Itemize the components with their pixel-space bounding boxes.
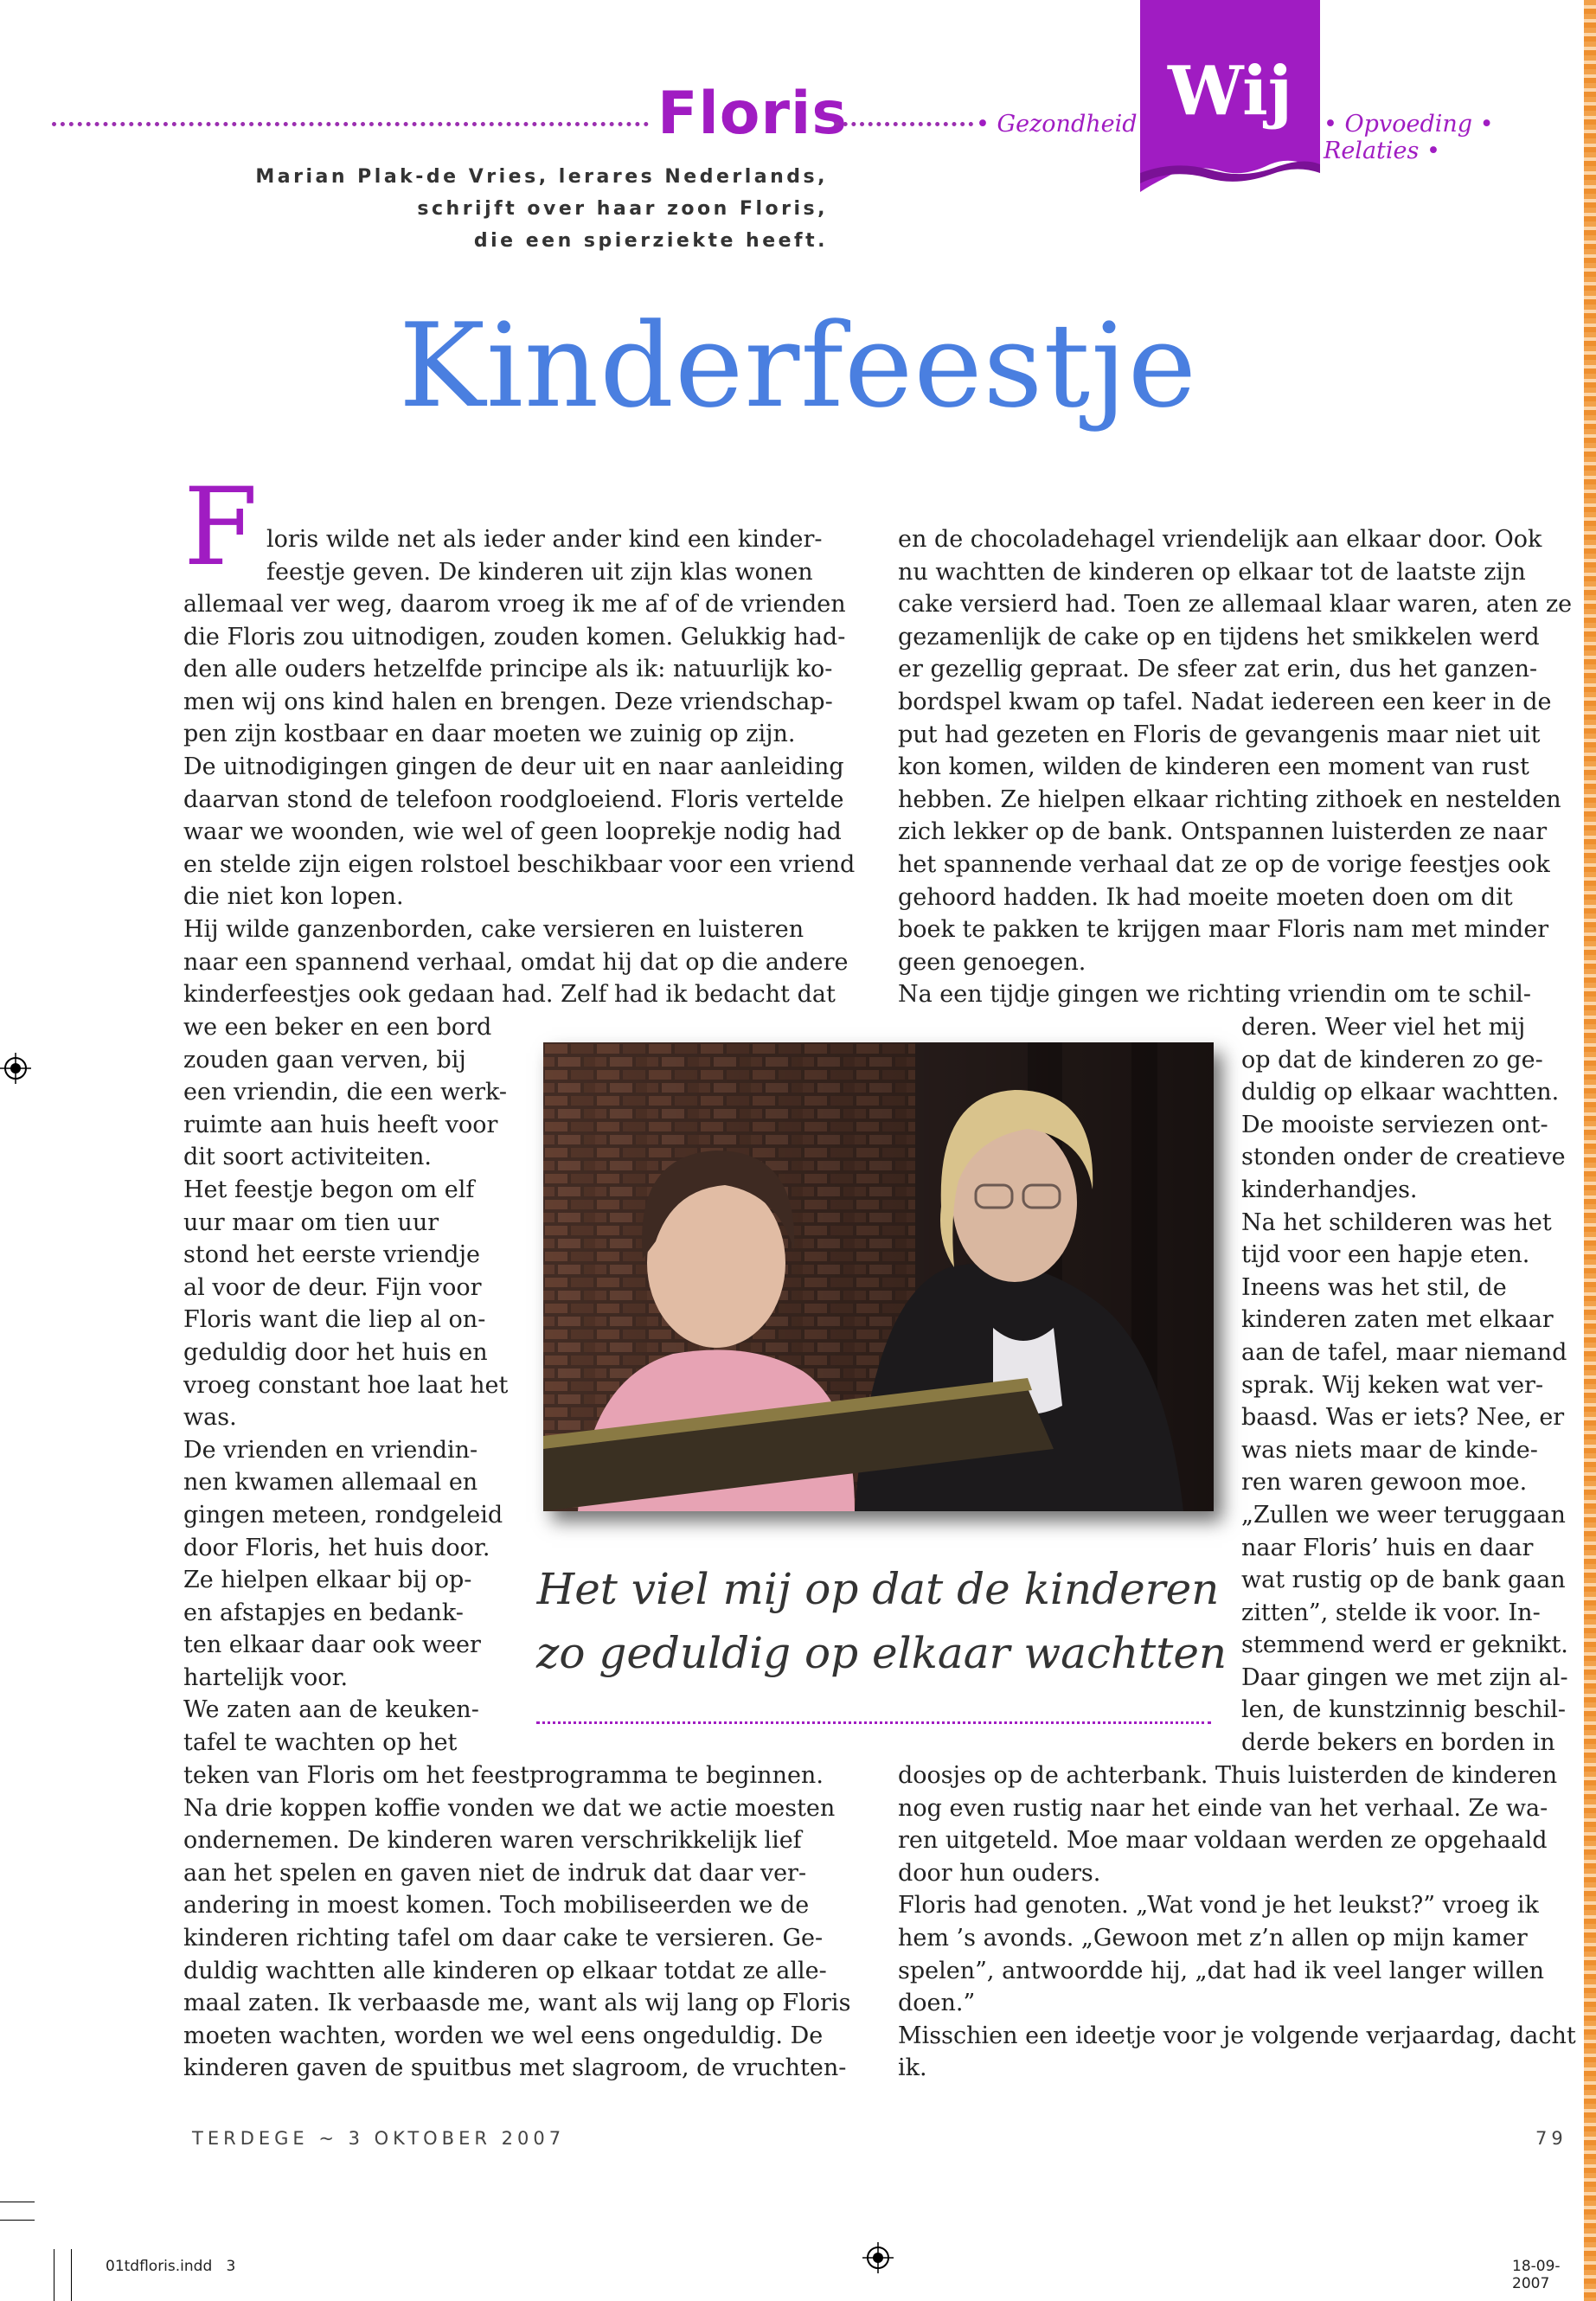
body-text-line: len, de kunstzinnig beschil- [1241,1696,1567,1724]
body-text-line: duldig op elkaar wachtten. [1241,1079,1560,1106]
crop-mark [0,2220,35,2221]
body-text-line: zitten”, stelde ik voor. In- [1241,1599,1541,1626]
body-text-line: uur maar om tien uur [183,1208,439,1236]
body-text-line: een vriendin, die een werk- [183,1079,507,1106]
bullet-icon: • [1324,111,1337,138]
body-text-line: was. [183,1404,237,1432]
body-text-line: gingen meteen, rondgeleid [183,1501,503,1529]
registration-mark-icon [0,1051,35,1086]
body-text-line: waar we woonden, wie wel of geen looprekje nodig had [183,818,842,846]
body-text-line: zouden gaan verven, bij [183,1046,466,1074]
category-label-opvoeding: Opvoeding [1344,111,1473,138]
column2-top-lines [898,523,1572,1011]
column2-narrow-lines [1241,1011,1568,1759]
body-text-line: Na het schilderen was het [1241,1208,1552,1236]
body-text-line: maal zaten. Ik verbaasde me, want als wij lang op Floris [183,1990,851,2017]
slug-filename: 01tdfloris.indd 3 [106,2258,236,2275]
body-text-line: We zaten aan de keuken- [183,1696,479,1724]
photo-illustration [543,1042,1214,1511]
column2-bottom-lines [898,1759,1576,2085]
byline-line: schrijft over haar zoon Floris, [417,198,828,220]
body-text-line: baasd. Was er iets? Nee, er [1241,1404,1565,1432]
body-text-line: Ineens was het stil, de [1241,1273,1507,1301]
body-text-line: De mooiste serviezen ont- [1241,1111,1548,1138]
body-text-line: en stelde zijn eigen rolstoel beschikbaar voor een vriend [183,850,856,878]
body-text-line: stonden onder de creatieve [1241,1144,1566,1171]
body-text-line: Na drie koppen koffie vonden we dat we actie moesten [183,1794,836,1822]
category-label-relaties: Relaties [1324,138,1420,164]
body-text-line: loris wilde net als ieder ander kind een kinder- [266,526,823,553]
body-text-line: nen kwamen allemaal en [183,1469,478,1497]
body-text-line: cake versierd had. Toen ze allemaal klaar waren, aten ze [898,591,1573,619]
body-text-line: tafel te wachten op het [183,1729,458,1757]
body-text-line: nu wachtten de kinderen op elkaar tot de laatste zijn [898,558,1526,586]
body-text-line: geen genoegen. [898,948,1086,976]
body-text-line: naar een spannend verhaal, omdat hij dat op die andere [183,948,849,976]
body-text-line: put had gezeten en Floris de gevangenis maar niet uit [898,721,1541,748]
pull-quote-line: zo geduldig op elkaar wachtten [536,1628,1227,1678]
body-text-line: ruimte aan huis heeft voor [183,1111,498,1138]
body-text-line: kinderfeestjes ook gedaan had. Zelf had ik bedacht dat [183,981,836,1009]
body-text-line: door hun ouders. [898,1859,1101,1887]
body-text-line: De uitnodigingen gingen de deur uit en naar aanleiding [183,753,844,780]
body-text-line: tijd voor een hapje eten. [1241,1241,1530,1269]
body-text-line: stond het eerste vriendje [183,1241,480,1269]
body-text-line: door Floris, het huis door. [183,1534,490,1561]
body-text-line: daarvan stond de telefoon roodgloeiend. Floris vertelde [183,785,844,813]
body-text-line: allemaal ver weg, daarom vroeg ik me af of de vrienden [183,591,846,618]
column-name: Floris [657,80,848,148]
body-text-line: pen zijn kostbaar en daar moeten we zuinig op zijn. [183,721,796,748]
body-text-line: doen.” [898,1990,976,2017]
body-text-line: we een beker en een bord [183,1014,492,1041]
category-label-group [1324,111,1596,164]
header-dotted-rule-left [52,122,649,126]
magazine-footer: TERDEGE ~ 3 OKTOBER 2007 [192,2128,566,2149]
body-text-line: Het feestje begon om elf [183,1176,475,1203]
body-text-line: zich lekker op de bank. Ontspannen luisterden ze naar [898,818,1548,846]
body-text-line: bordspel kwam op tafel. Nadat iedereen een keer in de [898,688,1552,715]
body-text-line: ten elkaar daar ook weer [183,1631,481,1659]
body-text-line: boek te pakken te krijgen maar Floris nam met minder [898,916,1549,944]
body-text-line: vroeg constant hoe laat het [183,1371,509,1399]
pull-quote-rule [536,1721,1211,1724]
byline-line: die een spierziekte heeft. [473,230,828,252]
body-text-line: kinderen richting tafel om daar cake te versieren. Ge- [183,1924,824,1952]
body-text-line: derde bekers en borden in [1241,1729,1555,1757]
header-dotted-rule-mid [835,122,973,126]
body-text-line: aan het spelen en gaven niet de indruk dat daar ver- [183,1859,807,1887]
body-text-line: en de chocoladehagel vriendelijk aan elkaar door. Ook [898,526,1542,553]
body-text-line: er gezellig gepraat. De sfeer zat erin, dus het ganzen- [898,656,1538,683]
body-text-line: het spannende verhaal dat ze op de vorige feestjes ook [898,850,1550,878]
column1-full-lines [183,588,855,1011]
page-number: 79 [1535,2128,1567,2149]
crop-mark [71,2249,72,2301]
body-text-line: aan de tafel, maar niemand [1241,1338,1567,1366]
bullet-icon: • [976,111,990,138]
body-text-line: De vrienden en vriendin- [183,1436,478,1464]
body-text-line: hebben. Ze hielpen elkaar richting zithoek en nestelden [898,785,1561,813]
column1-bottom-lines [183,1759,850,2085]
body-text-line: „Zullen we weer teruggaan [1241,1501,1566,1529]
body-text-line: kon komen, wilden de kinderen een moment van rust [898,753,1529,781]
pull-quote [536,1557,1227,1685]
body-text-line: den alle ouders hetzelfde principe als ik: natuurlijk ko- [183,656,833,683]
body-text-line: Daar gingen we met zijn al- [1241,1663,1568,1691]
body-text-line: ren uitgeteld. Moe maar voldaan werden ze opgehaald [898,1827,1548,1855]
body-text-line: stemmend werd er geknikt. [1241,1631,1568,1659]
body-text-line: ren waren gewoon moe. [1241,1469,1528,1497]
body-text-line: deren. Weer viel het mij [1241,1014,1526,1041]
body-text-line: feestje geven. De kinderen uit zijn klas wonen [266,558,813,586]
body-text-line: dit soort activiteiten. [183,1144,432,1171]
body-text-line: hartelijk voor. [183,1663,349,1691]
body-text-line: doosjes op de achterbank. Thuis luisterden de kinderen [898,1762,1558,1789]
pull-quote-line: Het viel mij op dat de kinderen [536,1564,1220,1614]
registration-mark-icon [861,2240,895,2275]
body-text-line: en afstapjes en bedank- [183,1599,464,1626]
body-text-line: gezamenlijk de cake op en tijdens het smikkelen werd [898,623,1540,651]
category-label-gezondheid: • Gezondheid [976,111,1158,138]
body-text-line: Misschien een ideetje voor je volgende verjaardag, dacht [898,2022,1576,2049]
bullet-icon: • [1479,111,1494,138]
drop-cap: F [183,465,259,590]
body-text-line: die Floris zou uitnodigen, zouden komen. Gelukkig had- [183,623,846,651]
section-tab-label: Wij [1167,52,1293,131]
body-text-line: was niets maar de kinde- [1241,1436,1538,1464]
body-text-line: al voor de deur. Fijn voor [183,1273,482,1301]
body-text-line: kinderhandjes. [1241,1176,1418,1203]
column1-top-lines [266,523,823,588]
body-text-line: kinderen gaven de spuitbus met slagroom, de vruchten- [183,2054,847,2082]
body-text-line: nog even rustig naar het einde van het verhaal. Ze wa- [898,1794,1548,1822]
bullet-icon: • [1426,138,1440,164]
slug-date: 18-09-2007 [1512,2258,1561,2292]
column1-narrow-lines [183,1011,508,1759]
body-text-line: andering in moest komen. Toch mobiliseerden we de [183,1892,810,1920]
body-text-line: ik. [898,2054,927,2082]
body-text-line: Hij wilde ganzenborden, cake versieren en luisteren [183,915,804,943]
body-text-line: gehoord hadden. Ik had moeite moeten doen om dit [898,883,1513,911]
body-text-line: Ze hielpen elkaar bij op- [183,1567,472,1594]
body-text-line: Na een tijdje gingen we richting vriendin om te schil- [898,981,1531,1009]
body-text-line: wat rustig op de bank gaan [1241,1567,1566,1594]
body-text-line: spelen”, antwoordde hij, „dat had ik veel langer willen [898,1957,1545,1984]
body-text-line: moeten wachten, worden we wel eens ongeduldig. De [183,2022,824,2049]
body-text-line: kinderen zaten met elkaar [1241,1306,1554,1334]
body-text-line: hem ’s avonds. „Gewoon met z’n allen op mijn kamer [898,1924,1528,1952]
body-text-line: op dat de kinderen zo ge- [1241,1046,1543,1074]
body-text-line: die niet kon lopen. [183,883,404,911]
body-text-line: Floris want die liep al on- [183,1306,486,1334]
article-title: Kinderfeestje [398,298,1198,433]
body-text-line: geduldig door het huis en [183,1338,488,1366]
byline-line: Marian Plak-de Vries, lerares Nederlands, [255,166,828,188]
article-photo [543,1042,1214,1511]
author-byline [255,161,828,257]
body-text-line: Floris had genoten. „Wat vond je het leukst?” vroeg ik [898,1892,1539,1920]
body-text-line: ondernemen. De kinderen waren verschrikkelijk lief [183,1827,802,1855]
body-text-line: sprak. Wij keken wat ver- [1241,1371,1544,1399]
body-text-line: teken van Floris om het feestprogramma te beginnen. [183,1762,824,1789]
body-text-line: men wij ons kind halen en brengen. Deze vriendschap- [183,688,833,715]
body-text-line: naar Floris’ huis en daar [1241,1534,1534,1561]
body-text-line: duldig wachtten alle kinderen op elkaar totdat ze alle- [183,1957,827,1984]
